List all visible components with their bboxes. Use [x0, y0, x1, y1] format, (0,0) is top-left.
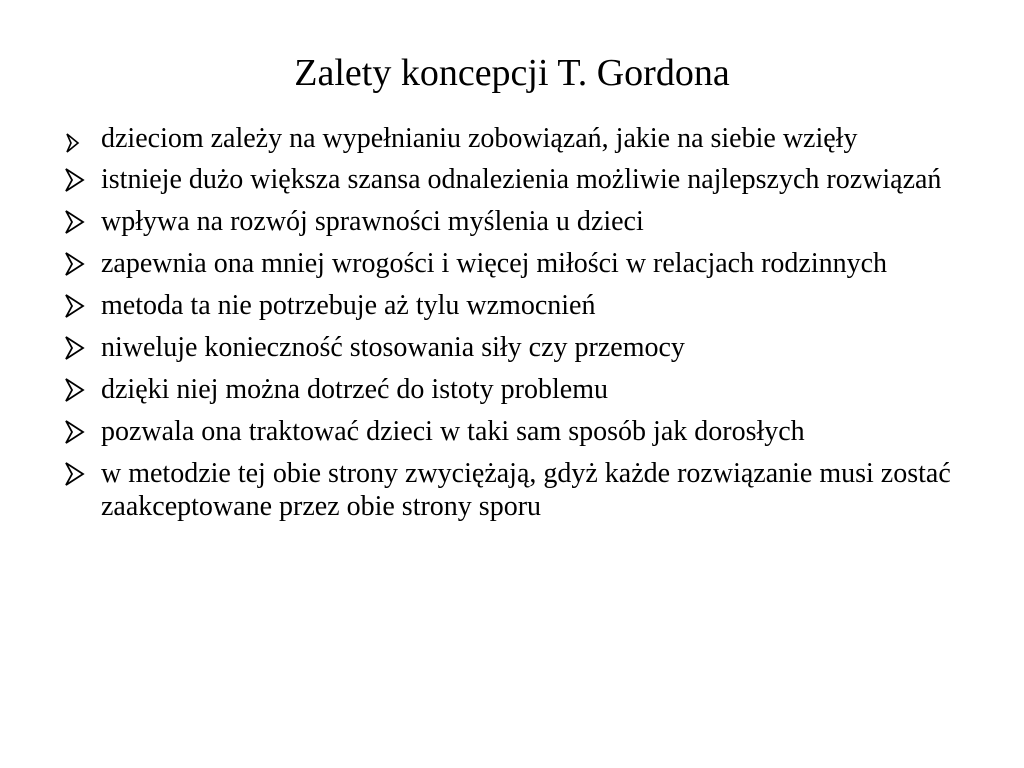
slide-title: Zalety koncepcji T. Gordona — [294, 52, 730, 94]
arrowhead-bullet-icon — [65, 247, 95, 280]
bullet-text: pozwala ona traktować dzieci w taki sam sposób jak dorosłych — [101, 416, 805, 447]
list-item — [60, 373, 960, 406]
bullet-list — [60, 122, 960, 532]
list-item — [60, 122, 960, 155]
bullet-text: wpływa na rozwój sprawności myślenia u dzieci — [101, 206, 644, 237]
bullet-text: dzięki niej można dotrzeć do istoty problemu — [101, 374, 608, 405]
bullet-text: w metodzie tej obie strony zwyciężają, gdyż każde rozwiązanie musi zostać zaakceptowane przez obie strony sporu — [101, 458, 951, 522]
list-item — [60, 457, 960, 523]
bullet-text: metoda ta nie potrzebuje aż tylu wzmocnień — [101, 290, 596, 321]
list-item — [60, 331, 960, 364]
arrowhead-bullet-icon — [65, 457, 95, 490]
list-item — [60, 247, 960, 280]
bullet-text: zapewnia ona mniej wrogości i więcej miłości w relacjach rodzinnych — [101, 248, 888, 279]
list-item — [60, 415, 960, 448]
list-item — [60, 205, 960, 238]
arrowhead-bullet-icon — [65, 289, 95, 322]
arrowhead-bullet-icon — [65, 205, 95, 238]
bullet-text: niweluje konieczność stosowania siły czy przemocy — [101, 332, 685, 363]
arrowhead-bullet-icon — [65, 122, 95, 155]
arrowhead-bullet-icon — [65, 331, 95, 364]
arrowhead-bullet-icon — [65, 373, 95, 406]
bullet-text: istnieje dużo większa szansa odnalezienia możliwie najlepszych rozwiązań — [101, 164, 942, 195]
bullet-text: dzieciom zależy na wypełnianiu zobowiązań, jakie na siebie wzięły — [101, 123, 858, 154]
arrowhead-bullet-icon — [65, 163, 95, 196]
arrowhead-bullet-icon — [65, 415, 95, 448]
list-item — [60, 289, 960, 322]
list-item — [60, 163, 960, 196]
